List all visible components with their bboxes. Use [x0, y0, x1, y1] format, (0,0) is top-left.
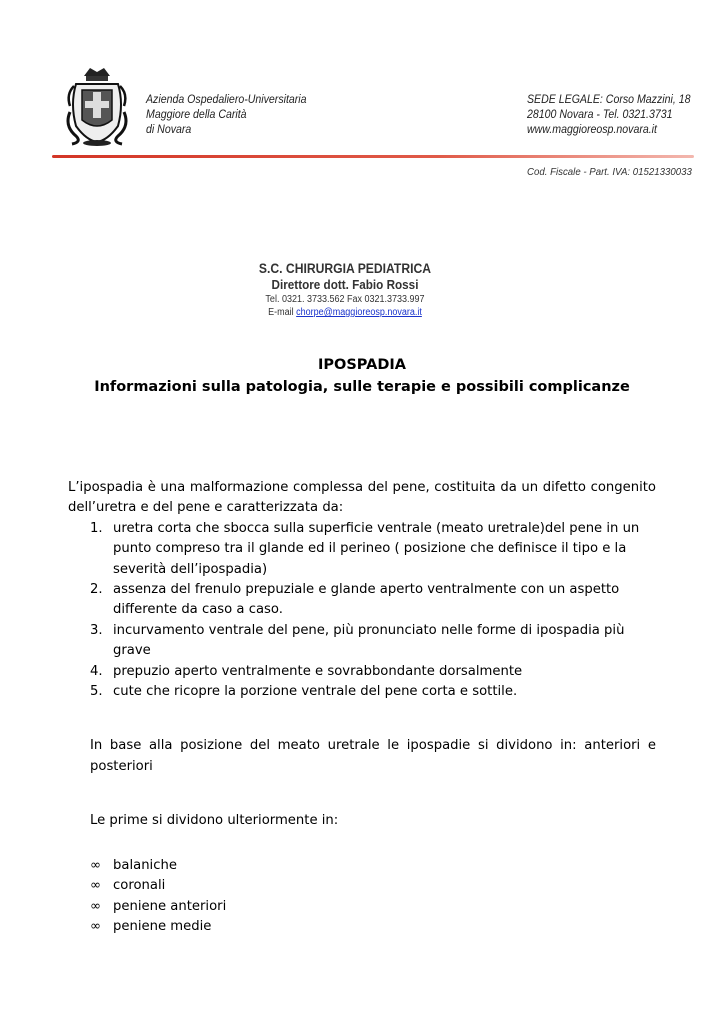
- list-item: [68, 662, 656, 682]
- department-block: [130, 260, 560, 319]
- list-item: [68, 682, 656, 702]
- legal-seat-phone: 28100 Novara - Tel. 0321.3731: [527, 109, 673, 121]
- department-email-line: [152, 306, 539, 319]
- list-number: 2.: [90, 582, 103, 598]
- document-title: [0, 354, 724, 398]
- department-director: Direttore dott. Fabio Rossi: [271, 277, 419, 292]
- list-item-text: prepuzio aperto ventralmente e sovrabbondante dorsalmente: [113, 663, 523, 679]
- list-item-text: assenza del frenulo prepuziale e glande aperto ventralmente con un aspetto differente da caso a caso.: [113, 582, 620, 618]
- hospital-name-line: Azienda Ospedaliero-Universitaria: [146, 94, 307, 106]
- department-phone: Tel. 0321. 3733.562 Fax 0321.3733.997: [265, 294, 425, 305]
- email-prefix: E-mail: [268, 307, 297, 318]
- classification-paragraph: In base alla posizione del meato uretrale le ipospadie si dividono in: anteriori e posteriori: [90, 738, 656, 774]
- document-main-title: IPOSPADIA: [318, 357, 406, 373]
- list-item: [68, 856, 656, 876]
- intro-paragraph: L’ipospadia è una malformazione complessa del pene, costituita da un difetto congenito dell’uretra e del pene e caratterizzata da:: [68, 480, 656, 516]
- hospital-coat-of-arms-logo: [62, 64, 132, 146]
- infinity-bullet-icon: ∞: [90, 918, 101, 934]
- subtype-list: [68, 856, 656, 938]
- document-body: [68, 478, 656, 937]
- infinity-bullet-icon: ∞: [90, 878, 101, 894]
- hospital-name-line: di Novara: [146, 124, 192, 136]
- list-item-text: incurvamento ventrale del pene, più pronunciato nelle forme di ipospadia più grave: [113, 622, 625, 659]
- list-item: [68, 917, 656, 937]
- hospital-name-block: [146, 93, 307, 138]
- list-item-text: cute che ricopre la porzione ventrale del pene corta e sottile.: [113, 684, 518, 700]
- list-item-text: balaniche: [113, 857, 177, 873]
- list-item-text: uretra corta che sbocca sulla superficie ventrale (meato uretrale)del pene in un punto compreso tra il glande ed il perineo ( posizione che definisce il tipo e la severità dell’ipospadia): [113, 520, 640, 577]
- subdivision-paragraph: Le prime si dividono ulteriormente in:: [90, 813, 339, 829]
- list-item-text: coronali: [113, 878, 166, 894]
- list-item-text: peniene anteriori: [113, 898, 227, 914]
- list-item: [68, 580, 656, 621]
- hospital-website: www.maggioreosp.novara.it: [527, 124, 657, 136]
- legal-seat-block: [527, 93, 690, 138]
- infinity-bullet-icon: ∞: [90, 857, 101, 873]
- characteristics-list: [68, 519, 656, 703]
- list-item: [68, 519, 656, 580]
- list-number: 3.: [90, 622, 103, 638]
- legal-seat-address: SEDE LEGALE: Corso Mazzini, 18: [527, 94, 691, 106]
- list-item: [68, 897, 656, 917]
- department-name: S.C. CHIRURGIA PEDIATRICA: [258, 261, 432, 276]
- list-number: 5.: [90, 684, 103, 700]
- department-email-link[interactable]: chorpe@maggioreosp.novara.it: [296, 307, 422, 318]
- hospital-name-line: Maggiore della Carità: [146, 109, 247, 121]
- tax-code: Cod. Fiscale - Part. IVA: 01521330033: [527, 166, 692, 178]
- header-divider: [52, 155, 694, 158]
- list-item-text: peniene medie: [113, 918, 212, 934]
- document-subtitle: Informazioni sulla patologia, sulle terapie e possibili complicanze: [94, 379, 630, 395]
- infinity-bullet-icon: ∞: [90, 898, 101, 914]
- list-item: [68, 876, 656, 896]
- list-number: 4.: [90, 663, 103, 679]
- list-number: 1.: [90, 520, 103, 536]
- list-item: [68, 621, 656, 662]
